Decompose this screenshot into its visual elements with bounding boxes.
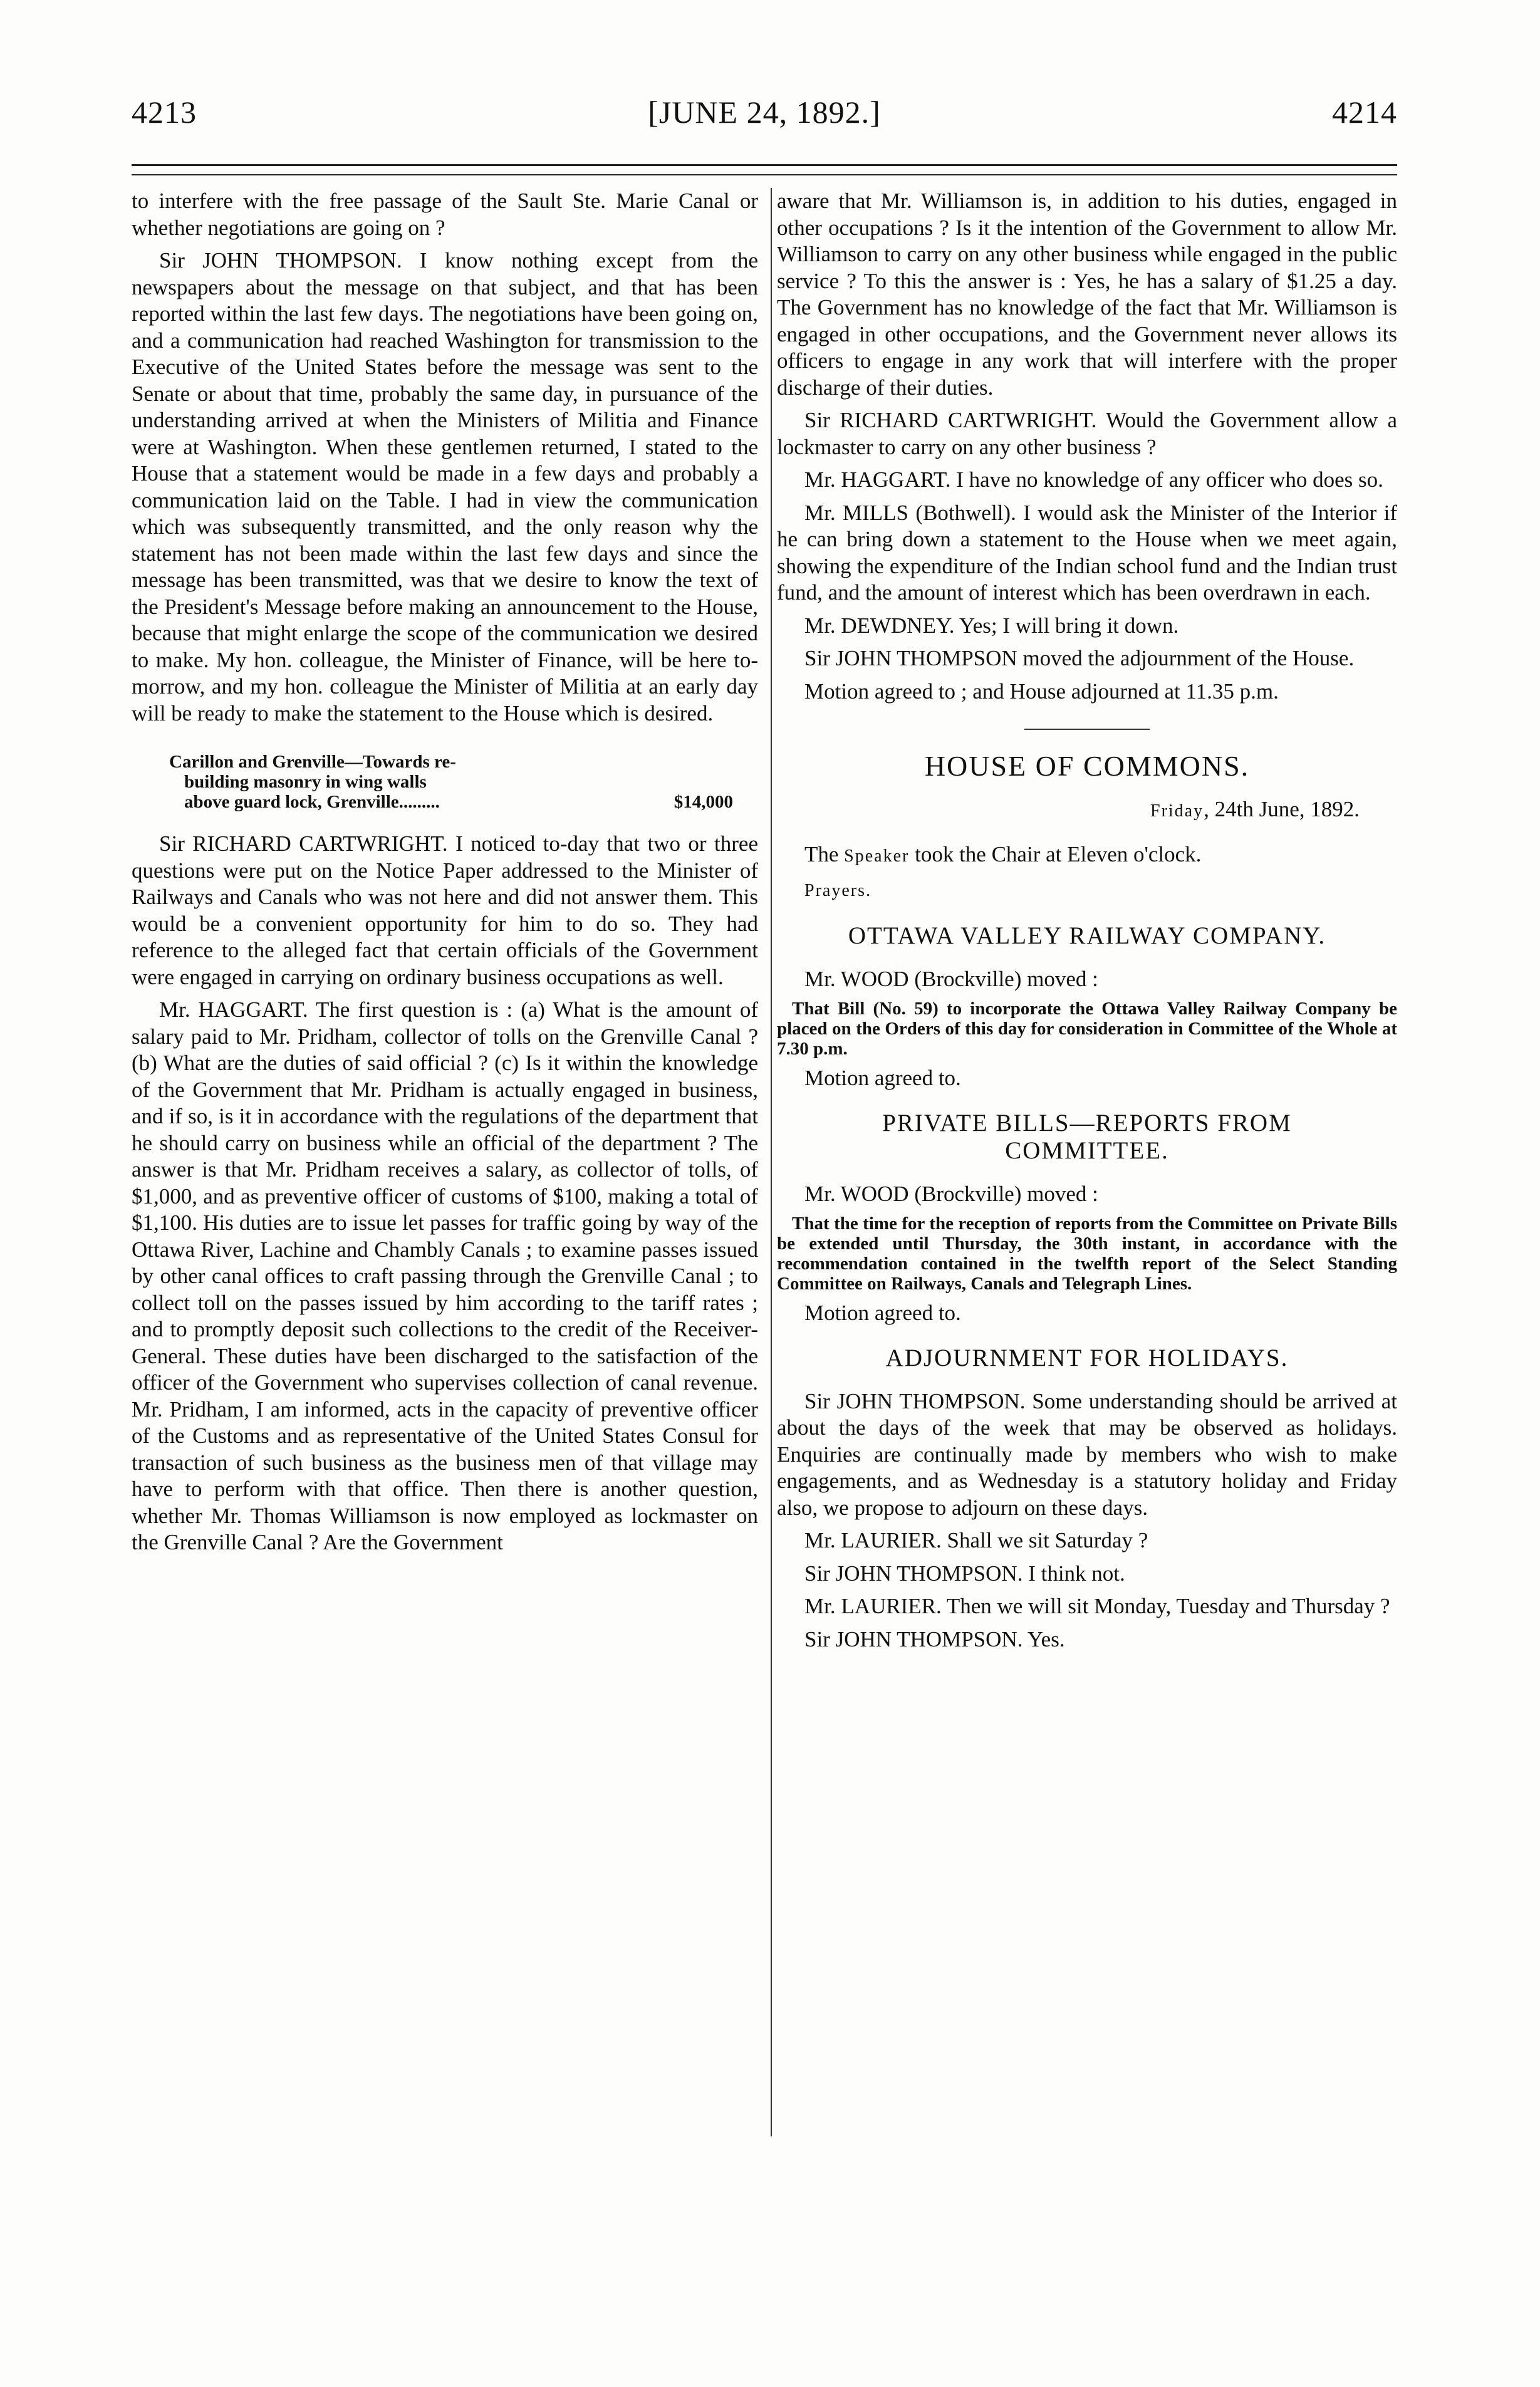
paragraph: Mr. DEWDNEY. Yes; I will bring it down. (804, 613, 1179, 638)
paragraph: Sir JOHN THOMPSON. I know nothing except from the newspapers about the message on that subject, and that has been reported within the last few days. The negotiations have been going on, and a communication had reached Washington for transmission to the Executive of the United States before the message was sent to the Senate or about that time, probably the same day, in pursuance of the understanding arrived at when the Ministers of Militia and Finance were at Washington. When these gentlemen returned, I stated to the House that a statement would be made in a few days and probably a communication laid on the Table. I had in view the communication which was subsequently transmitted, and the only reason why the statement has not been made within the last few days and since the message has been transmitted, was that we desire to know the text of the President's Message before making an announcement to the House, because that might enlarge the scope of the communication we desired to make. My hon. colleague, the Minister of Finance, will be here to-morrow, and my hon. colleague the Minister of Militia at an early day will be ready to make the statement to the House which is desired. (132, 248, 758, 725)
section-divider (1024, 729, 1150, 730)
paragraph: Mr. LAURIER. Shall we sit Saturday ? (804, 1528, 1148, 1552)
header-rule-top (132, 164, 1397, 166)
supply-item-line: Carillon and Grenville—Towards re- (169, 752, 456, 772)
paragraph: Sir JOHN THOMPSON. Some understanding should be arrived at about the days of the week that may be observed as holidays. Enquiries are continually made by members who wish to make engagements, and as Wednesday is a statutory holiday and Friday also, we propose to adjourn on these days. (777, 1388, 1397, 1520)
paragraph: Sir JOHN THOMPSON moved the adjournment of the House. (804, 646, 1355, 670)
supply-item (169, 752, 758, 812)
page-header (132, 94, 1397, 144)
page-number-right: 4214 (1332, 95, 1397, 130)
paragraph: Motion agreed to. (804, 1066, 961, 1090)
paragraph: Mr. WOOD (Brockville) moved : (804, 1181, 1098, 1206)
section-heading: OTTAWA VALLEY RAILWAY COMPANY. (848, 922, 1326, 949)
date-text: , 24th June, 1892. (1204, 797, 1360, 821)
paragraph: Motion agreed to. (804, 1301, 961, 1325)
motion-text: That the time for the reception of reports from the Committee on Private Bills be extended until Thursday, the 30th instant, in accordance with the recommendation contained in the twelfth report of the Select Standing Committee on Railways, Canals and Telegraph Lines. (777, 1214, 1397, 1294)
paragraph: Sir JOHN THOMPSON. Yes. (804, 1626, 1065, 1651)
page-number-left: 4213 (132, 95, 197, 130)
paragraph: Motion agreed to ; and House adjourned at 11.35 p.m. (804, 679, 1279, 704)
header-rule-bottom (132, 174, 1397, 175)
paragraph: Sir JOHN THOMPSON. I think not. (804, 1561, 1125, 1586)
paragraph: Mr. WOOD (Brockville) moved : (804, 966, 1098, 991)
section-heading: ADJOURNMENT FOR HOLIDAYS. (885, 1344, 1289, 1371)
prayers (777, 876, 1397, 905)
left-column (132, 188, 758, 2143)
section-heading (777, 1110, 1397, 1165)
supply-item-amount: $14,000 (674, 792, 733, 812)
speaker-text: The (804, 841, 845, 866)
prayers-label: Prayers. (804, 881, 871, 900)
section-heading-line: PRIVATE BILLS—REPORTS FROM (882, 1109, 1292, 1136)
speaker-text: took the Chair at Eleven o'clock. (909, 841, 1202, 866)
section-heading: HOUSE OF COMMONS. (924, 750, 1250, 782)
paragraph: Mr. LAURIER. Then we will sit Monday, Tuesday and Thursday ? (804, 1594, 1390, 1618)
weekday: Friday (1150, 801, 1204, 821)
motion-text: That Bill (No. 59) to incorporate the Ottawa Valley Railway Company be placed on the Orders of this day for consideration in Committee of the Whole at 7.30 p.m. (777, 999, 1397, 1059)
paragraph: Mr. HAGGART. I have no knowledge of any officer who does so. (804, 467, 1383, 492)
section-heading-line: COMMITTEE. (1005, 1136, 1169, 1164)
supply-item-line: above guard lock, Grenville......... (184, 792, 440, 812)
column-divider (771, 188, 772, 2136)
paragraph (777, 841, 1397, 870)
paragraph: aware that Mr. Williamson is, in addition to his duties, engaged in other occupations ? Is it the intention of the Government to allow Mr. Williamson to carry on any other business while engaged in the public service ? To this the answer is : Yes, he has a salary of $1.25 a day. The Government has no knowledge of the fact that Mr. Williamson is engaged in other occupations, and the Government never allows its officers to engage in any work that will interfere with the proper discharge of their duties. (777, 189, 1397, 400)
paragraph: to interfere with the free passage of the Sault Ste. Marie Canal or whether negotiations are going on ? (132, 189, 758, 240)
paragraph: Mr. HAGGART. The first question is : (a) What is the amount of salary paid to Mr. Pridham, collector of tolls on the Grenville Canal ? (b) What are the duties of said official ? (c) Is it within the knowledge of the Government that Mr. Pridham is actually engaged in business, and if so, is it in accordance with the regulations of the department that he should carry on business while an official of the department ? The answer is that Mr. Pridham receives a salary, as collector of tolls, of $1,000, and as preventive officer of customs of $100, making a total of $1,100. His duties are to issue let passes for traffic going by way of the Ottawa River, Lachine and Chambly Canals ; to examine passes issued by other canal offices to craft passing through the Grenville Canal ; to collect toll on the passes issued by him according to the tariff rates ; and to promptly deposit such collections to the credit of the Receiver-General. These duties have been discharged to the satisfaction of the officer of the Government who supervises collection of canal revenue. Mr. Pridham, I am informed, acts in the capacity of preventive officer of the Customs and as representative of the United States Consul for transaction of such business as the business men of that village may have to perform with that office. Then there is another question, whether Mr. Thomas Williamson is now employed as lockmaster on the Grenville Canal ? Are the Government (132, 997, 758, 1554)
supply-item-line: building masonry in wing walls (184, 772, 427, 792)
right-column (777, 188, 1397, 2143)
paragraph: Sir RICHARD CARTWRIGHT. I noticed to-day that two or three questions were put on the Notice Paper addressed to the Minister of Railways and Canals who was not here and did not answer them. This would be a convenient opportunity for him to do so. They had reference to the alleged fact that certain officials of the Government were engaged in carrying on ordinary business occupations as well. (132, 831, 758, 989)
paragraph: Sir RICHARD CARTWRIGHT. Would the Government allow a lockmaster to carry on any other business ? (777, 408, 1397, 459)
page-date: [JUNE 24, 1892.] (648, 95, 881, 130)
paragraph: Mr. MILLS (Bothwell). I would ask the Minister of the Interior if he can bring down a statement to the House when we meet again, showing the expenditure of the Indian school fund and the Indian trust fund, and the amount of interest which has been overdrawn in each. (777, 500, 1397, 605)
sitting-date (777, 796, 1360, 825)
speaker-name: Speaker (844, 846, 910, 866)
